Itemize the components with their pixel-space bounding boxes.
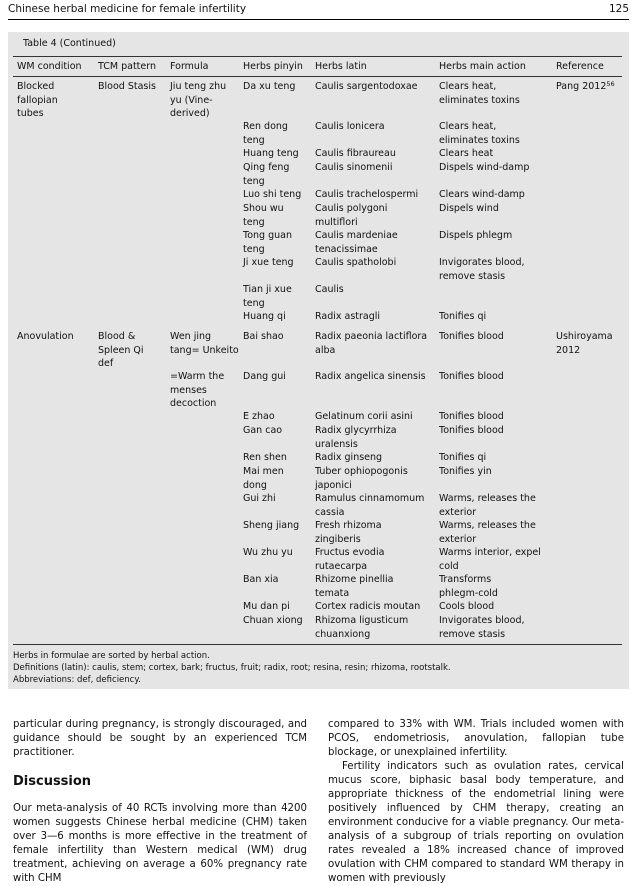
herb-action-cell: Warms, releases the exterior [439,520,536,545]
wm-condition-cell: Anovulation [17,331,74,342]
table-rule-header [13,76,622,77]
formula-cell: =Warm the menses decoction [170,371,225,409]
herb-latin-cell: Radix glycyrrhiza uralensis [315,425,397,450]
herb-pinyin-cell: Ban xia [243,574,279,585]
herb-pinyin-cell: Ren shen [243,452,287,463]
herb-pinyin-cell: Huang qi [243,311,286,322]
table-footnote: Abbreviations: def, deficiency. [13,675,141,685]
herb-latin-cell: Fresh rhizoma zingiberis [315,520,382,545]
column-header: Herbs pinyin [243,61,303,72]
tcm-pattern-cell: Blood & Spleen Qi def [98,331,144,369]
column-header: Reference [556,61,604,72]
herb-action-cell: Clears heat [439,148,494,159]
herb-latin-cell: Caulis trachelospermi [315,189,419,200]
herb-pinyin-cell: Shou wu teng [243,203,284,228]
herb-latin-cell: Radix ginseng [315,452,383,463]
herb-action-cell: Tonifies yin [439,466,492,477]
herb-action-cell: Cools blood [439,601,495,612]
herb-latin-cell: Fructus evodia rutaecarpa [315,547,385,572]
herb-pinyin-cell: Gui zhi [243,493,276,504]
herb-action-cell: Tonifies blood [439,371,504,382]
column-header: Herbs main action [439,61,526,72]
table-rule-top [13,56,622,57]
herb-pinyin-cell: Ren dong teng [243,121,288,146]
wm-condition-cell: Blocked fallopian tubes [17,81,58,119]
table-footnote: Herbs in formulae are sorted by herbal action. [13,651,210,661]
herb-latin-cell: Caulis sargentodoxae [315,81,418,92]
herb-action-cell: Warms, releases the exterior [439,493,536,518]
formula-cell: Wen jing tang= Unkeito [170,331,239,356]
herb-action-cell: Clears wind-damp [439,189,525,200]
page-number: 125 [608,3,629,15]
herb-pinyin-cell: Wu zhu yu [243,547,293,558]
herb-action-cell: Tonifies blood [439,411,504,422]
table-footnote: Definitions (latin): caulis, stem; cortex, bark; fructus, fruit; radix, root; resina, resin; rhizoma, rootstalk. [13,663,451,673]
herb-pinyin-cell: Ji xue teng [243,257,294,268]
herb-latin-cell: Tuber ophiopogonis japonici [315,466,408,491]
journal-title: Chinese herbal medicine for female infertility [8,3,247,15]
herb-latin-cell: Ramulus cinnamomum cassia [315,493,425,518]
herb-action-cell: Tonifies qi [439,311,487,322]
herb-pinyin-cell: Gan cao [243,425,283,436]
column-header: Herbs latin [315,61,367,72]
tcm-pattern-cell: Blood Stasis [98,81,156,92]
paragraph: compared to 33% with WM. Trials included women with PCOS, endometriosis, anovulation, fallopian tube blockage, or unexplained infertility. [328,719,624,758]
reference-cell: Pang 2012$^{56}$ [556,80,615,92]
herb-action-cell: Transforms phlegm-cold [439,574,498,599]
herb-action-cell: Dispels wind-damp [439,162,530,173]
herb-action-cell: Dispels phlegm [439,230,513,241]
herb-action-cell: Invigorates blood, remove stasis [439,615,525,640]
herb-action-cell: Clears heat, eliminates toxins [439,81,520,106]
herb-pinyin-cell: Qing feng teng [243,162,290,187]
herb-latin-cell: Caulis [315,284,344,295]
herb-action-cell: Dispels wind [439,203,499,214]
herb-action-cell: Tonifies blood [439,425,504,436]
herb-pinyin-cell: Mu dan pi [243,601,290,612]
herb-latin-cell: Gelatinum corii asini [315,411,413,422]
table-rule-bottom [13,644,622,645]
paragraph: particular during pregnancy, is strongly discouraged, and guidance should be sought by an experienced TCM practitioner. [13,719,307,758]
herb-pinyin-cell: Chuan xiong [243,615,303,626]
herb-pinyin-cell: Tong guan teng [243,230,292,255]
herb-latin-cell: Caulis fibraureau [315,148,396,159]
herb-action-cell: Tonifies qi [439,452,487,463]
herb-latin-cell: Radix angelica sinensis [315,371,426,382]
herb-pinyin-cell: Luo shi teng [243,189,302,200]
herb-pinyin-cell: Mai men dong [243,466,284,491]
herb-pinyin-cell: Sheng jiang [243,520,300,531]
herb-latin-cell: Radix paeonia lactiflora alba [315,331,428,356]
column-header: WM condition [17,61,82,72]
herb-pinyin-cell: Huang teng [243,148,299,159]
herb-latin-cell: Rhizome pinellia temata [315,574,394,599]
formula-cell: Jiu teng zhu yu (Vine- derived) [170,81,227,119]
herb-pinyin-cell: Bai shao [243,331,284,342]
herb-pinyin-cell: Da xu teng [243,81,296,92]
column-header: Formula [170,61,209,72]
herb-latin-cell: Caulis lonicera [315,121,385,132]
herb-action-cell: Tonifies blood [439,331,504,342]
herb-latin-cell: Caulis spatholobi [315,257,397,268]
table-caption: Table 4 (Continued) [23,38,116,49]
herb-latin-cell: Rhizoma ligusticum chuanxiong [315,615,409,640]
herb-latin-cell: Radix astragli [315,311,381,322]
herb-action-cell: Warms interior, expel cold [439,547,541,572]
herb-pinyin-cell: Tian ji xue teng [243,284,292,309]
herb-latin-cell: Caulis polygoni multiflori [315,203,388,228]
reference-cell: Ushiroyama 2012 [556,331,613,356]
citation-superscript: 56 [606,80,615,88]
paragraph: Our meta-analysis of 40 RCTs involving more than 4200 women suggests Chinese herbal medicine (CHM) taken over 3—6 months is more effective in the treatment of female infertility than Western medical (WM) drug treatment, achieving on average a 60% pregnancy rate with CHM [13,803,307,884]
herb-pinyin-cell: Dang gui [243,371,286,382]
herb-latin-cell: Caulis sinomenii [315,162,393,173]
herb-latin-cell: Cortex radicis moutan [315,601,421,612]
running-header [8,3,629,20]
section-heading: Discussion [13,774,92,789]
paragraph: Fertility indicators such as ovulation rates, cervical mucus score, biphasic basal body temperature, and appropriate thickness of the endometrial lining were positively influenced by CHM therapy, creating an environment conducive for a viable pregnancy. Our meta-analysis of a subgroup of trials reporting on ovulation rates revealed a 18% increased chance of improved ovulation with CHM compared to standard WM therapy in women with previously [328,761,624,884]
herb-action-cell: Invigorates blood, remove stasis [439,257,525,282]
herb-latin-cell: Caulis mardeniae tenacissimae [315,230,398,255]
herb-pinyin-cell: E zhao [243,411,275,422]
herb-action-cell: Clears heat, eliminates toxins [439,121,520,146]
column-header: TCM pattern [98,61,157,72]
